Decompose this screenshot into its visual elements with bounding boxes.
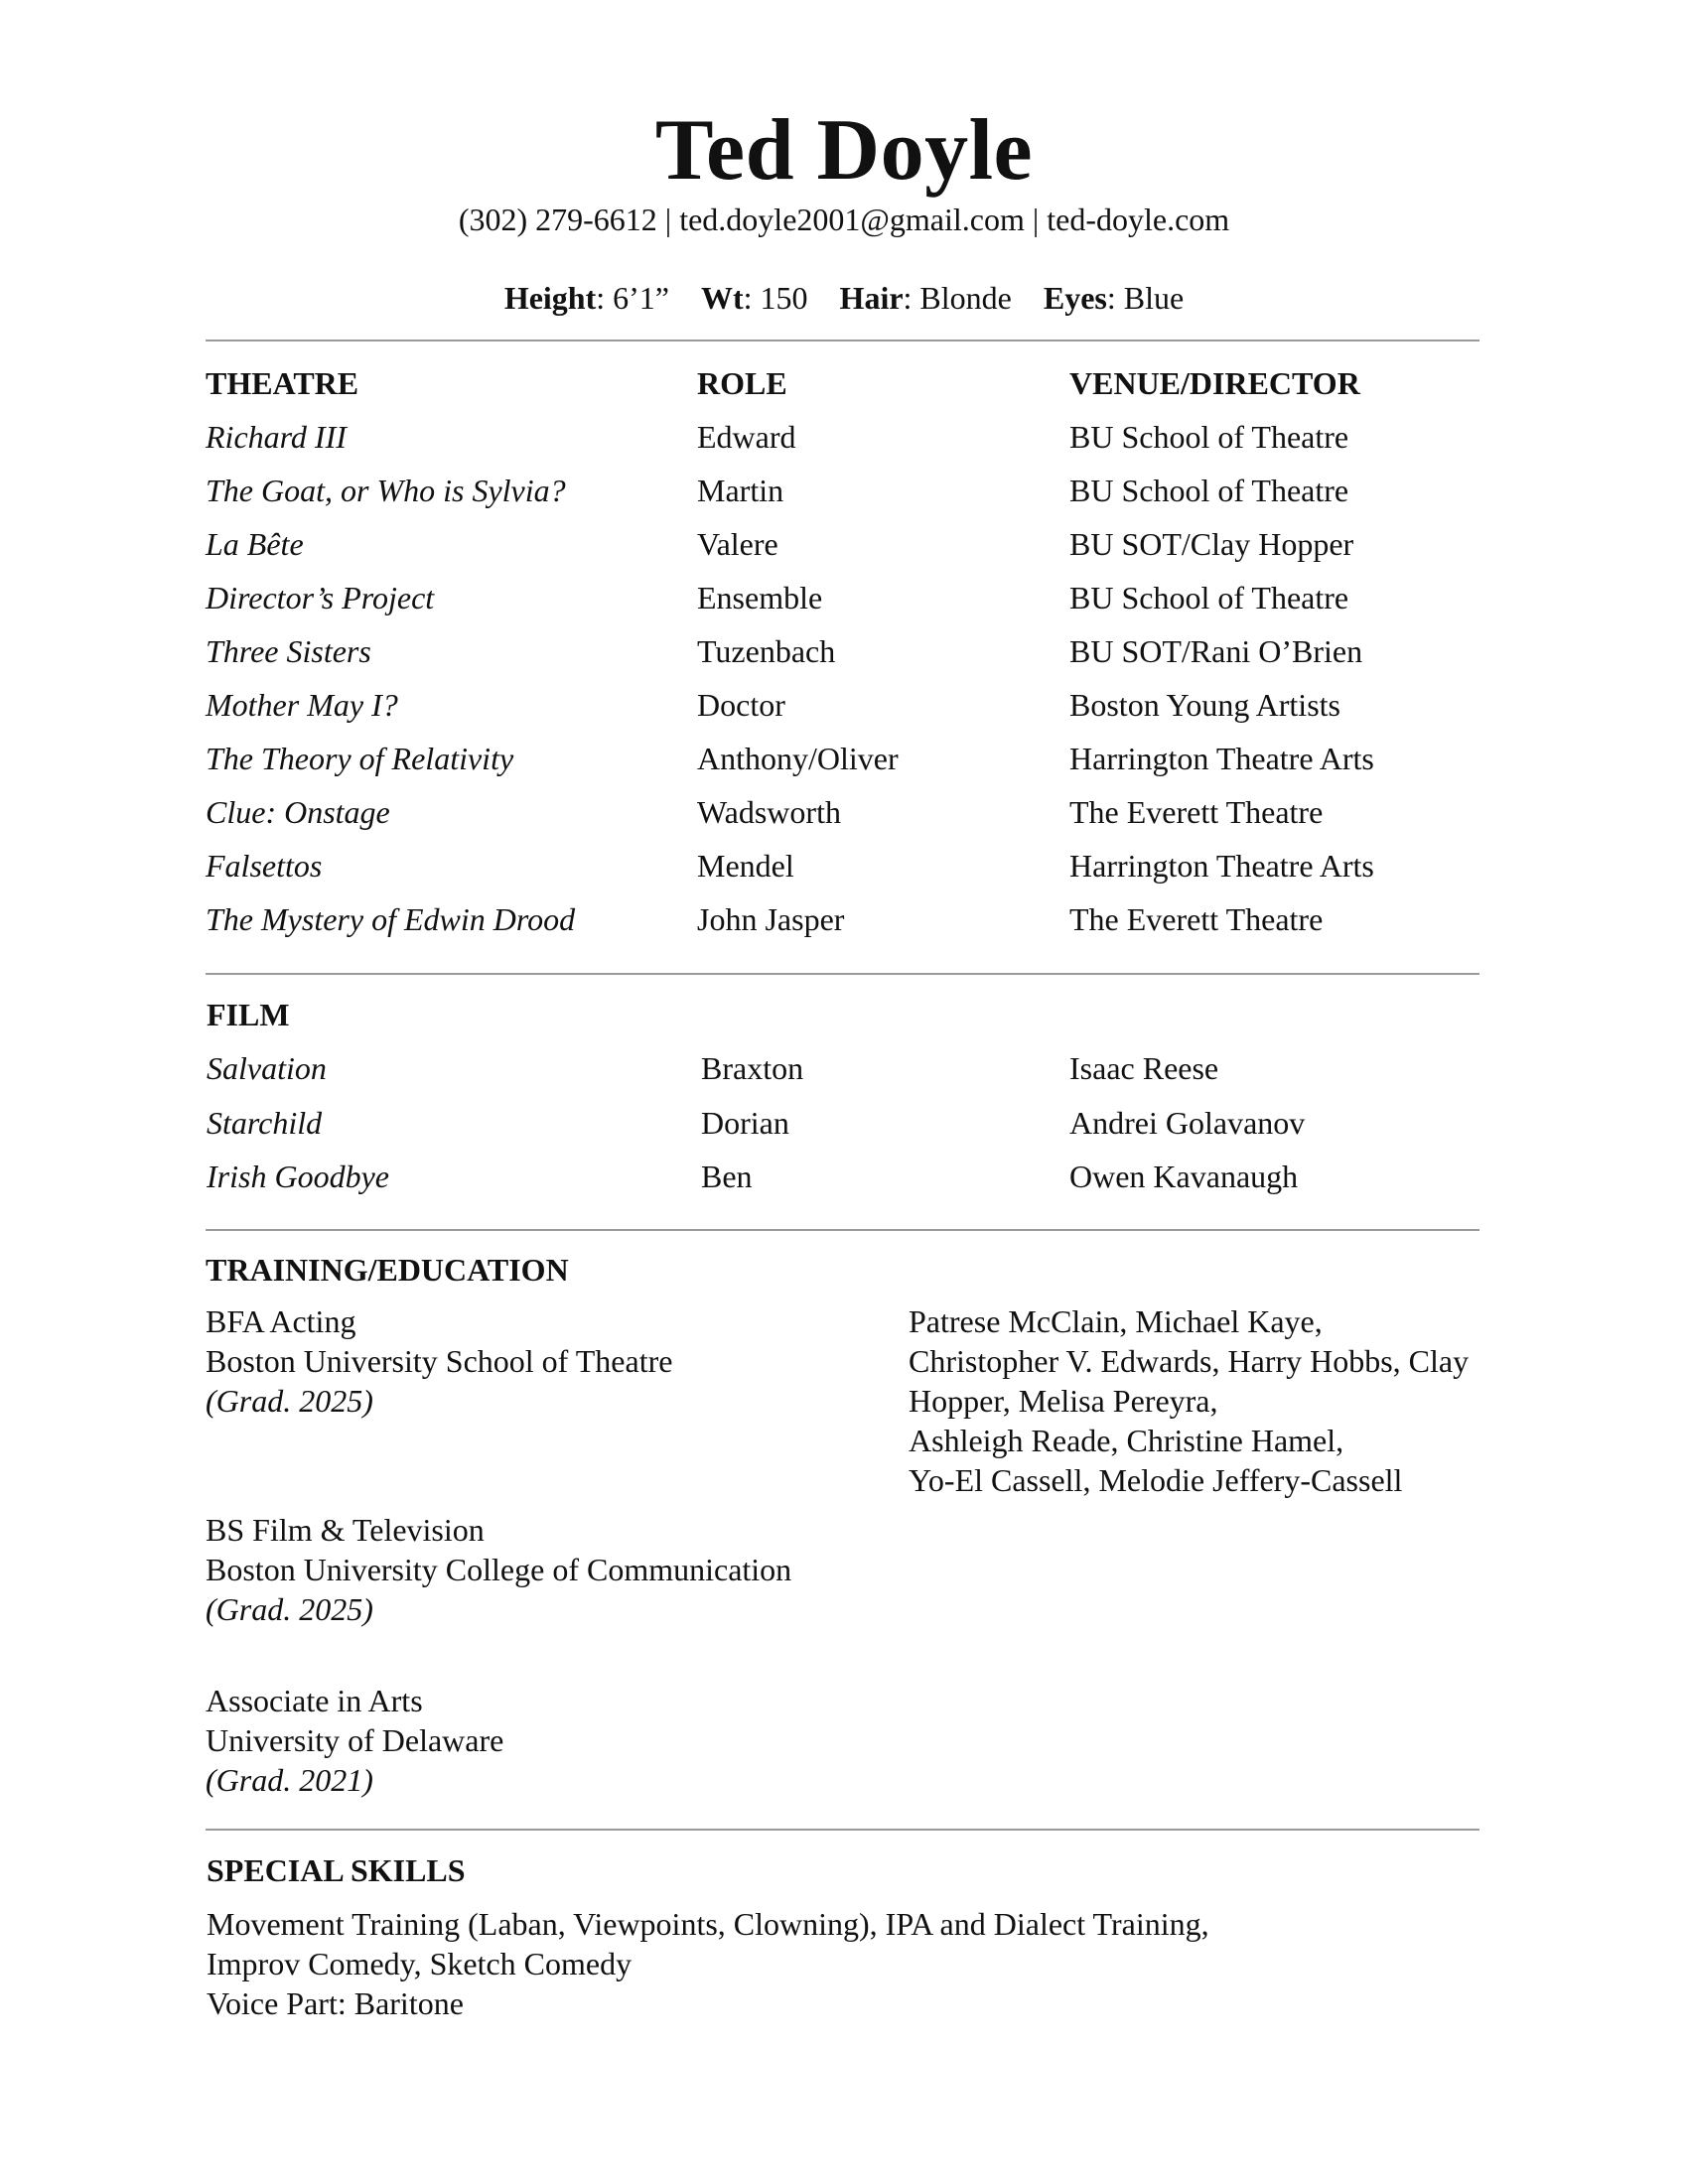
- divider: [206, 340, 1479, 341]
- theatre-role: Wadsworth: [697, 794, 841, 830]
- theatre-venue: BU SOT/Clay Hopper: [1069, 526, 1354, 562]
- training-heading: TRAINING/EDUCATION: [206, 1252, 569, 1288]
- teachers-line: Hopper, Melisa Pereyra,: [909, 1383, 1218, 1419]
- stat-value: : 150: [743, 280, 808, 316]
- degree-grad: (Grad. 2025): [206, 1591, 373, 1627]
- degree-bs: [206, 1510, 791, 1629]
- stat-hair: [840, 280, 1012, 316]
- stat-height: [504, 280, 669, 316]
- teachers-line: Patrese McClain, Michael Kaye,: [909, 1303, 1323, 1339]
- degree-title: BFA Acting: [206, 1303, 356, 1339]
- theatre-title: The Theory of Relativity: [206, 741, 514, 776]
- theatre-title: Mother May I?: [206, 687, 398, 723]
- role-heading: ROLE: [697, 365, 787, 401]
- theatre-heading: THEATRE: [206, 365, 359, 401]
- theatre-role: John Jasper: [697, 901, 845, 937]
- theatre-title: Clue: Onstage: [206, 794, 390, 830]
- skills-list: [207, 1904, 1209, 2023]
- degree-grad: (Grad. 2025): [206, 1383, 373, 1419]
- theatre-title: La Bête: [206, 526, 304, 562]
- theatre-role: Ensemble: [697, 580, 823, 615]
- degree-bfa: [206, 1301, 672, 1421]
- stat-label: Eyes: [1043, 280, 1107, 316]
- theatre-venue: BU School of Theatre: [1069, 473, 1349, 508]
- skills-line: Improv Comedy, Sketch Comedy: [207, 1946, 633, 1981]
- film-director: Andrei Golavanov: [1069, 1105, 1306, 1141]
- skills-line: Voice Part: Baritone: [207, 1985, 464, 2021]
- teachers-line: Yo-El Cassell, Melodie Jeffery-Cassell: [909, 1462, 1403, 1498]
- film-director: Owen Kavanaugh: [1069, 1159, 1299, 1194]
- stat-label: Wt: [701, 280, 744, 316]
- degree-aa: [206, 1681, 503, 1800]
- theatre-venue: BU School of Theatre: [1069, 580, 1349, 615]
- teachers-line: Ashleigh Reade, Christine Hamel,: [909, 1423, 1344, 1458]
- film-heading: FILM: [207, 997, 290, 1032]
- degree-school: Boston University School of Theatre: [206, 1343, 673, 1379]
- degree-title: Associate in Arts: [206, 1683, 423, 1718]
- theatre-venue: BU SOT/Rani O’Brien: [1069, 633, 1363, 669]
- divider: [206, 1229, 1479, 1231]
- theatre-venue: The Everett Theatre: [1069, 901, 1324, 937]
- skills-heading: SPECIAL SKILLS: [207, 1852, 466, 1888]
- venue-director-heading: VENUE/DIRECTOR: [1069, 365, 1360, 401]
- stat-label: Hair: [839, 280, 904, 316]
- degree-grad: (Grad. 2021): [206, 1762, 373, 1798]
- film-title: Irish Goodbye: [207, 1159, 389, 1194]
- theatre-role: Mendel: [697, 848, 794, 884]
- theatre-title: Richard III: [206, 419, 347, 455]
- teachers-list: [909, 1301, 1469, 1500]
- contact-line: (302) 279-6612 | ted.doyle2001@gmail.com | ted-doyle.com: [458, 202, 1230, 237]
- film-director: Isaac Reese: [1069, 1050, 1219, 1086]
- theatre-venue: Boston Young Artists: [1069, 687, 1340, 723]
- theatre-role: Martin: [697, 473, 784, 508]
- film-role: Ben: [701, 1159, 753, 1194]
- theatre-title: Falsettos: [206, 848, 323, 884]
- theatre-title: The Goat, or Who is Sylvia?: [206, 473, 566, 508]
- stat-value: : 6’1”: [596, 280, 669, 316]
- stat-label: Height: [503, 280, 597, 316]
- physical-stats: [0, 280, 1688, 316]
- film-title: Starchild: [207, 1105, 323, 1141]
- theatre-venue: Harrington Theatre Arts: [1069, 741, 1374, 776]
- stat-eyes: [1044, 280, 1184, 316]
- theatre-title: Three Sisters: [206, 633, 371, 669]
- film-role: Dorian: [701, 1105, 789, 1141]
- theatre-title: The Mystery of Edwin Drood: [206, 901, 576, 937]
- theatre-role: Valere: [697, 526, 778, 562]
- degree-school: University of Delaware: [206, 1722, 504, 1758]
- theatre-title: Director’s Project: [206, 580, 435, 615]
- divider: [206, 1829, 1479, 1831]
- theatre-role: Edward: [697, 419, 796, 455]
- teachers-line: Christopher V. Edwards, Harry Hobbs, Clay: [909, 1343, 1470, 1379]
- divider: [206, 973, 1479, 975]
- degree-school: Boston University College of Communication: [206, 1552, 792, 1587]
- resume-name: Ted Doyle: [654, 102, 1034, 199]
- skills-line: Movement Training (Laban, Viewpoints, Clowning), IPA and Dialect Training,: [207, 1906, 1209, 1942]
- degree-title: BS Film & Television: [206, 1512, 485, 1548]
- theatre-role: Tuzenbach: [697, 633, 836, 669]
- stat-weight: [701, 280, 808, 316]
- film-title: Salvation: [207, 1050, 327, 1086]
- theatre-venue: BU School of Theatre: [1069, 419, 1349, 455]
- theatre-role: Doctor: [697, 687, 785, 723]
- theatre-venue: Harrington Theatre Arts: [1069, 848, 1374, 884]
- stat-value: : Blue: [1106, 280, 1185, 316]
- theatre-role: Anthony/Oliver: [697, 741, 899, 776]
- stat-value: : Blonde: [903, 280, 1012, 316]
- theatre-venue: The Everett Theatre: [1069, 794, 1324, 830]
- film-role: Braxton: [701, 1050, 804, 1086]
